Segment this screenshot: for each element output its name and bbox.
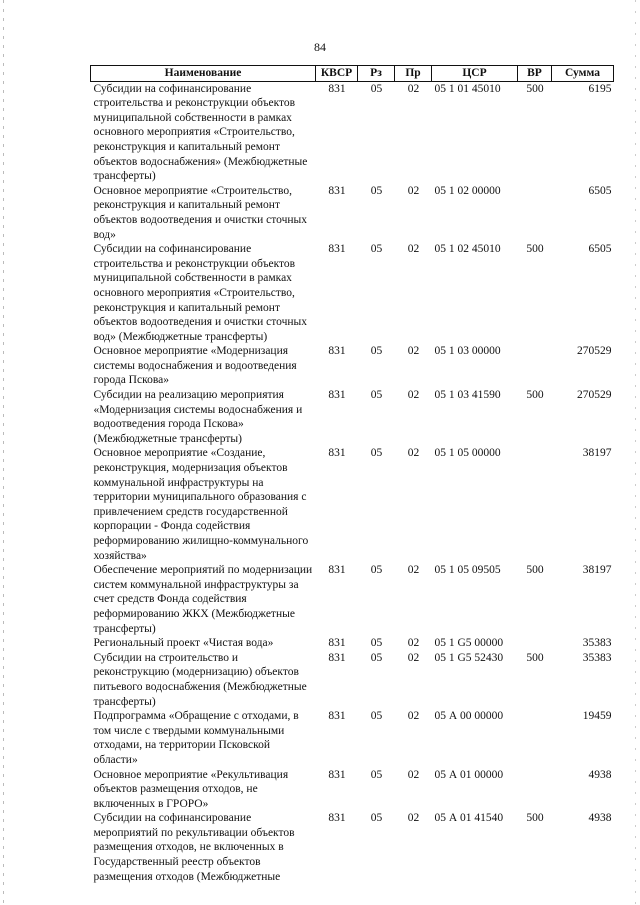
row-sum: 270529 <box>577 389 612 402</box>
row-rz: 05 <box>370 389 383 402</box>
row-name: Основное мероприятие «Создание, реконструкция, модернизация объектов коммунальной инфраструктуры на территории муниципального образования с привлечением средств государственной корпорации - Фонда содействия реформированию жилищно-коммунального хозяйства» <box>93 447 309 562</box>
row-pr: 02 <box>407 389 420 402</box>
row-rz: 05 <box>370 564 383 577</box>
table-row <box>91 446 614 563</box>
row-sum: 19459 <box>582 710 612 723</box>
row-csr: 05 А 00 00000 <box>434 710 504 723</box>
row-pr: 02 <box>407 184 420 197</box>
row-pr: 02 <box>407 812 420 825</box>
row-csr: 05 А 01 41540 <box>434 812 504 825</box>
row-pr: 02 <box>407 651 420 664</box>
row-pr: 02 <box>407 345 420 358</box>
row-sum: 6195 <box>552 81 614 184</box>
table-row <box>91 81 614 184</box>
table-header-row <box>91 66 614 82</box>
table-row <box>91 768 614 812</box>
row-csr: 05 1 02 45010 <box>434 243 501 256</box>
row-pr: 02 <box>407 447 420 460</box>
row-vr <box>518 636 552 651</box>
row-csr: 05 1 05 09505 <box>434 564 501 577</box>
row-name: Обеспечение мероприятий по модернизации систем коммунальной инфраструктуры за счет средств Фонда содействия реформированию ЖКХ (Межбюджетные трансферты) <box>93 564 313 635</box>
row-vr: 500 <box>526 812 544 825</box>
row-kvsr: 831 <box>328 768 346 781</box>
row-kvsr: 831 <box>328 651 346 664</box>
budget-table <box>90 65 614 884</box>
row-sum: 4938 <box>588 812 612 825</box>
row-kvsr: 831 <box>328 184 346 197</box>
row-name: Субсидии на софинансирование строительства и реконструкции объектов муниципальной собственности в рамках основного мероприятия «Строительство, реконструкция и капитальный ремонт объектов водоснабжения» (Межбюджетные трансферты) <box>91 81 316 184</box>
table-row <box>91 636 614 651</box>
row-rz: 05 <box>370 184 383 197</box>
row-vr: 500 <box>526 243 544 256</box>
row-pr: 02 <box>407 564 420 577</box>
row-kvsr: 831 <box>328 345 346 358</box>
row-csr: 05 А 01 00000 <box>434 768 504 781</box>
row-pr: 02 <box>407 768 420 781</box>
row-pr: 02 <box>407 243 420 256</box>
row-vr <box>518 768 552 812</box>
row-csr: 05 1 03 00000 <box>434 345 501 358</box>
row-rz: 05 <box>370 637 383 650</box>
row-csr: 05 1 03 41590 <box>434 389 501 402</box>
header-name: Наименование <box>91 66 316 82</box>
row-kvsr: 831 <box>328 447 346 460</box>
row-csr: 05 1 02 00000 <box>434 184 501 197</box>
table-row <box>91 811 614 884</box>
row-name: Субсидии на софинансирование мероприятий по рекультивации объектов размещения отходов, не включенных в Государственный реестр объектов размещения отходов (Межбюджетные <box>93 812 295 883</box>
row-rz: 05 <box>370 651 383 664</box>
row-name: Субсидии на реализацию мероприятия «Модернизация системы водоснабжения и водоотведения города Пскова» (Межбюджетные трансферты) <box>93 389 303 445</box>
row-pr: 02 <box>407 637 420 650</box>
table-row <box>91 242 614 344</box>
row-kvsr: 831 <box>328 637 346 650</box>
page-number: 84 <box>314 40 326 54</box>
table-row <box>91 651 614 709</box>
row-rz: 05 <box>370 345 383 358</box>
row-rz: 05 <box>370 768 383 781</box>
row-rz: 05 <box>370 243 383 256</box>
row-name: Основное мероприятие «Рекультивация объектов размещения отходов, не включенных в ГРОРО» <box>93 768 289 810</box>
row-name: Основное мероприятие «Модернизация системы водоснабжения и водоотведения города Пскова» <box>93 345 297 387</box>
row-sum: 270529 <box>577 345 612 358</box>
scan-edge-left <box>3 0 4 905</box>
row-sum: 4938 <box>588 768 612 781</box>
row-kvsr: 831 <box>316 81 358 184</box>
row-sum: 35383 <box>582 637 612 650</box>
header-rz: Рз <box>358 66 395 82</box>
row-name: Региональный проект «Чистая вода» <box>93 637 274 650</box>
row-vr <box>518 446 552 563</box>
row-sum: 38197 <box>582 564 612 577</box>
header-sum: Сумма <box>552 66 614 82</box>
table-row <box>91 344 614 388</box>
row-csr: 05 1 01 45010 <box>432 81 518 184</box>
table-row <box>91 563 614 636</box>
row-name: Субсидии на софинансирование строительства и реконструкции объектов муниципальной собственности в рамках основного мероприятия «Строительство, реконструкция и капитальный ремонт объектов водоотведения и очистки сточных вод» (Межбюджетные трансферты) <box>93 243 307 343</box>
row-kvsr: 831 <box>328 710 346 723</box>
row-name: Субсидии на строительство и реконструкцию (модернизацию) объектов питьевого водоснабжения (Межбюджетные трансферты) <box>93 651 307 708</box>
row-vr <box>518 184 552 242</box>
row-pr: 02 <box>407 710 420 723</box>
row-vr: 500 <box>518 81 552 184</box>
row-sum: 38197 <box>582 447 612 460</box>
table-row <box>91 709 614 767</box>
row-rz: 05 <box>370 710 383 723</box>
row-csr: 05 1 05 00000 <box>434 447 501 460</box>
row-sum: 6505 <box>588 243 612 256</box>
table-row <box>91 388 614 446</box>
header-kvsr: КВСР <box>316 66 358 82</box>
row-pr: 02 <box>395 81 432 184</box>
header-pr: Пр <box>395 66 432 82</box>
header-vr: ВР <box>518 66 552 82</box>
row-sum: 35383 <box>582 651 612 664</box>
row-vr: 500 <box>526 651 544 664</box>
scan-edge-right <box>635 0 636 905</box>
row-csr: 05 1 G5 52430 <box>434 651 504 664</box>
row-kvsr: 831 <box>328 243 346 256</box>
row-kvsr: 831 <box>328 564 346 577</box>
row-vr <box>518 344 552 388</box>
row-rz: 05 <box>370 812 383 825</box>
row-kvsr: 831 <box>328 389 346 402</box>
row-csr: 05 1 G5 00000 <box>434 637 504 650</box>
table-row <box>91 184 614 242</box>
row-name: Подпрограмма «Обращение с отходами, в том числе с твердыми коммунальными отходами, на территории Псковской области» <box>93 710 299 766</box>
row-vr <box>518 709 552 767</box>
row-vr: 500 <box>526 564 544 577</box>
header-csr: ЦСР <box>432 66 518 82</box>
row-sum: 6505 <box>588 184 612 197</box>
row-name: Основное мероприятие «Строительство, реконструкция и капитальный ремонт объектов водоотведения и очистки сточных вод» <box>93 184 307 241</box>
table-body <box>91 81 614 884</box>
row-kvsr: 831 <box>328 812 346 825</box>
row-vr: 500 <box>526 389 544 402</box>
row-rz: 05 <box>358 81 395 184</box>
row-rz: 05 <box>370 447 383 460</box>
